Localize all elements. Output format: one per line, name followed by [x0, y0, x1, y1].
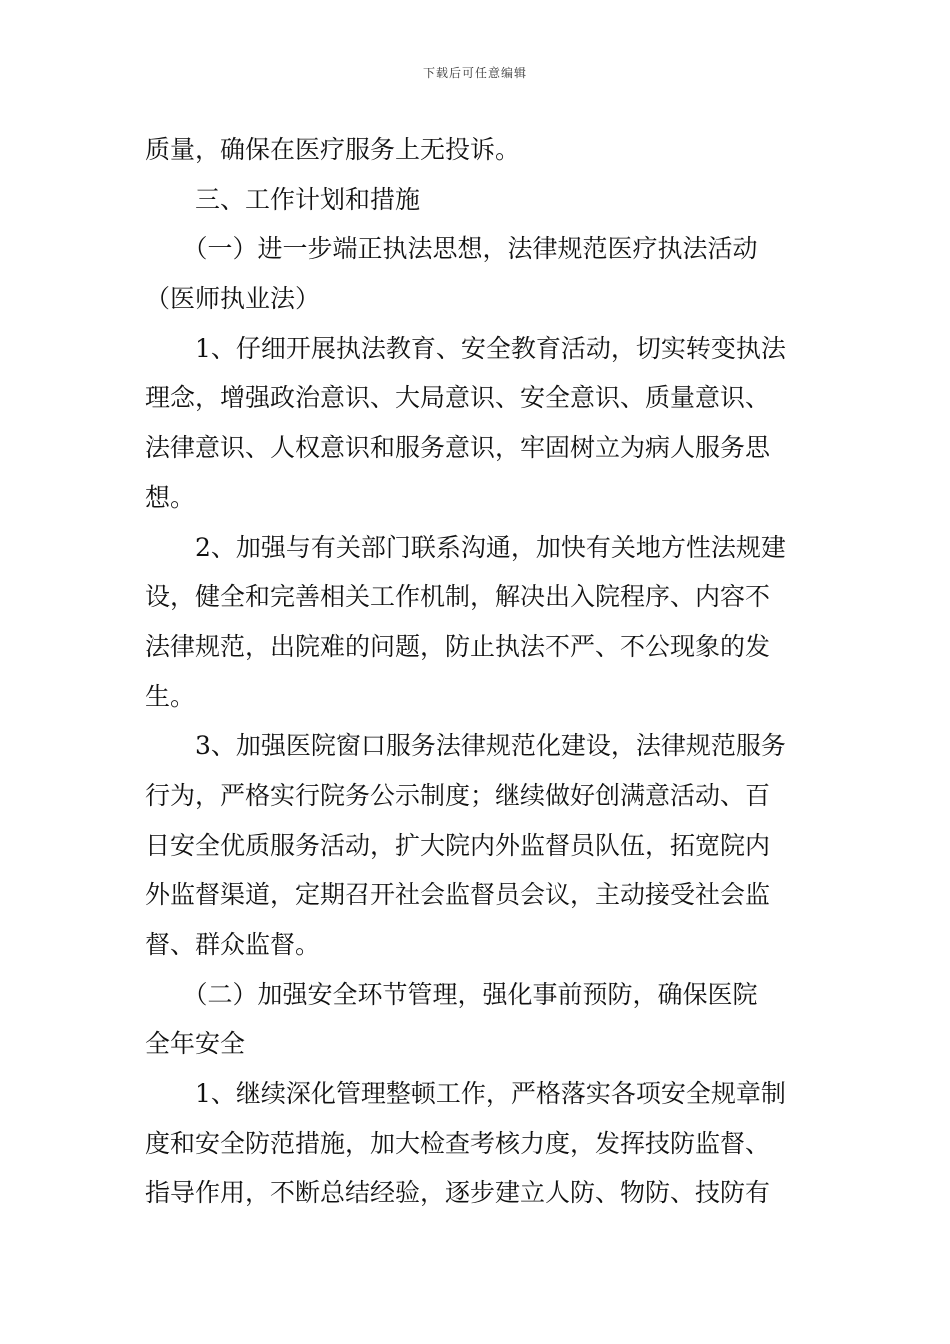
text-line: 法律意识、人权意识和服务意识，牢固树立为病人服务思 [145, 433, 771, 463]
subsection-heading: （一）进一步端正执法思想，法律规范医疗执法活动 [145, 234, 758, 264]
text-line: 度和安全防范措施，加大检查考核力度，发挥技防监督、 [145, 1128, 771, 1158]
page-header: 下载后可任意编辑 [422, 66, 527, 80]
text-line: 1、仔细开展执法教育、安全教育活动，切实转变执法 [145, 333, 786, 363]
text-line: 生。 [145, 681, 196, 711]
text-line: 督、群众监督。 [145, 930, 321, 959]
text-line: 3、加强医院窗口服务法律规范化建设，法律规范服务 [145, 731, 786, 761]
text-line: 质量，确保在医疗服务上无投诉。 [145, 135, 521, 164]
text-line: 设，健全和完善相关工作机制，解决出入院程序、内容不 [145, 582, 771, 612]
text-line: 2、加强与有关部门联系沟通，加快有关地方性法规建 [145, 532, 786, 562]
text-line: 日安全优质服务活动，扩大院内外监督员队伍，拓宽院内 [145, 830, 771, 860]
text-line: 1、继续深化管理整顿工作，严格落实各项安全规章制 [145, 1079, 786, 1109]
text-line: 法律规范，出院难的问题，防止执法不严、不公现象的发 [145, 631, 771, 661]
text-line: 理念，增强政治意识、大局意识、安全意识、质量意识、 [145, 383, 771, 413]
text-line: 全年安全 [145, 1029, 246, 1059]
text-line: 想。 [145, 482, 196, 512]
document-body [145, 125, 815, 1218]
text-line: 行为，严格实行院务公示制度；继续做好创满意活动、百 [145, 780, 771, 810]
text-line: 指导作用，不断总结经验，逐步建立人防、物防、技防有 [145, 1178, 771, 1208]
subsection-heading: （二）加强安全环节管理，强化事前预防，确保医院 [145, 979, 758, 1009]
section-heading: 三、工作计划和措施 [145, 184, 421, 214]
text-line: 外监督渠道，定期召开社会监督员会议，主动接受社会监 [145, 880, 771, 910]
text-line: （医师执业法） [145, 284, 321, 314]
